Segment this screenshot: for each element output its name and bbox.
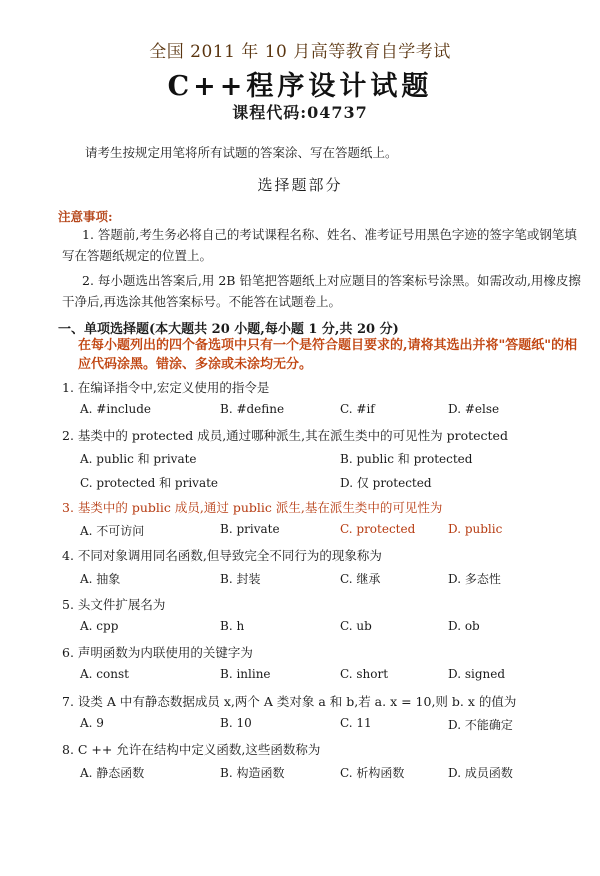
option-a: A. 9 xyxy=(80,716,104,730)
option-a: A. 抽象 xyxy=(80,572,121,586)
option-d: D. ob xyxy=(448,619,480,633)
option-d: D. 不能确定 xyxy=(448,718,513,732)
option-b: B. 构造函数 xyxy=(220,766,285,780)
notes-heading: 注意事项: xyxy=(58,209,113,224)
option-c: C. protected xyxy=(340,522,416,536)
exam-title: C++程序设计试题 xyxy=(167,71,433,102)
option-a: A. const xyxy=(80,667,129,681)
part-heading: 一、单项选择题(本大题共 20 小题,每小题 1 分,共 20 分) xyxy=(58,322,399,337)
note-item: 1. 答题前,考生务必将自己的考试课程名称、姓名、准考证号用黑色字迹的签字笔或钢笔填写在答题纸规定的位置上。 xyxy=(62,227,577,263)
question-stem: 8. C ++ 允许在结构中定义函数,这些函数称为 xyxy=(62,742,321,757)
option-b: B. h xyxy=(220,619,245,633)
option-a: A. 不可访问 xyxy=(80,524,145,538)
note-item: 2. 每小题选出答案后,用 2B 铅笔把答题纸上对应题目的答案标号涂黑。如需改动,用橡皮擦干净后,再选涂其他答案标号。不能答在试题卷上。 xyxy=(62,273,581,309)
option-d: D. signed xyxy=(448,667,506,681)
option-a: A. #include xyxy=(80,402,151,416)
section-title: 选择题部分 xyxy=(257,176,343,194)
option-b: B. inline xyxy=(220,667,271,681)
option-c: C. 11 xyxy=(340,716,372,730)
option-c: C. 继承 xyxy=(340,572,381,586)
option-d: D. 多态性 xyxy=(448,572,501,586)
question-stem: 3. 基类中的 public 成员,通过 public 派生,基在派生类中的可见性为 xyxy=(62,500,443,515)
question-stem: 5. 头文件扩展名为 xyxy=(62,597,166,612)
option-a: A. public 和 private xyxy=(80,452,197,466)
exam-instruction: 请考生按规定用笔将所有试题的答案涂、写在答题纸上。 xyxy=(85,145,398,160)
course-code: 课程代码:04737 xyxy=(232,103,368,122)
option-d: D. 成员函数 xyxy=(448,766,513,780)
option-b: B. public 和 protected xyxy=(340,452,473,466)
exam-header: 全国 2011 年 10 月高等教育自学考试 xyxy=(149,42,451,62)
part-description: 在每小题列出的四个备选项中只有一个是符合题目要求的,请将其选出并将"答题纸"的相应代码涂黑。错涂、多涂或未涂均无分。 xyxy=(78,338,578,372)
option-d: D. public xyxy=(448,522,503,536)
option-b: B. 封装 xyxy=(220,572,261,586)
option-c: C. 析构函数 xyxy=(340,766,405,780)
option-b: B. private xyxy=(220,522,280,536)
question-stem: 4. 不同对象调用同名函数,但导致完全不同行为的现象称为 xyxy=(62,548,382,563)
option-c: C. protected 和 private xyxy=(80,476,219,490)
option-a: A. 静态函数 xyxy=(80,766,145,780)
option-b: B. #define xyxy=(220,402,285,416)
option-a: A. cpp xyxy=(80,619,119,633)
question-stem: 1. 在编译指令中,宏定义使用的指令是 xyxy=(62,380,270,395)
question-stem: 7. 设类 A 中有静态数据成员 x,两个 A 类对象 a 和 b,若 a. x = 10,则 b. x 的值为 xyxy=(62,694,517,709)
option-c: C. #if xyxy=(340,402,375,416)
question-stem: 2. 基类中的 protected 成员,通过哪种派生,其在派生类中的可见性为 protected xyxy=(62,428,508,443)
option-c: C. ub xyxy=(340,619,372,633)
option-d: D. 仅 protected xyxy=(340,476,432,490)
question-stem: 6. 声明函数为内联使用的关键字为 xyxy=(62,645,253,660)
option-c: C. short xyxy=(340,667,389,681)
option-d: D. #else xyxy=(448,402,500,416)
option-b: B. 10 xyxy=(220,716,252,730)
